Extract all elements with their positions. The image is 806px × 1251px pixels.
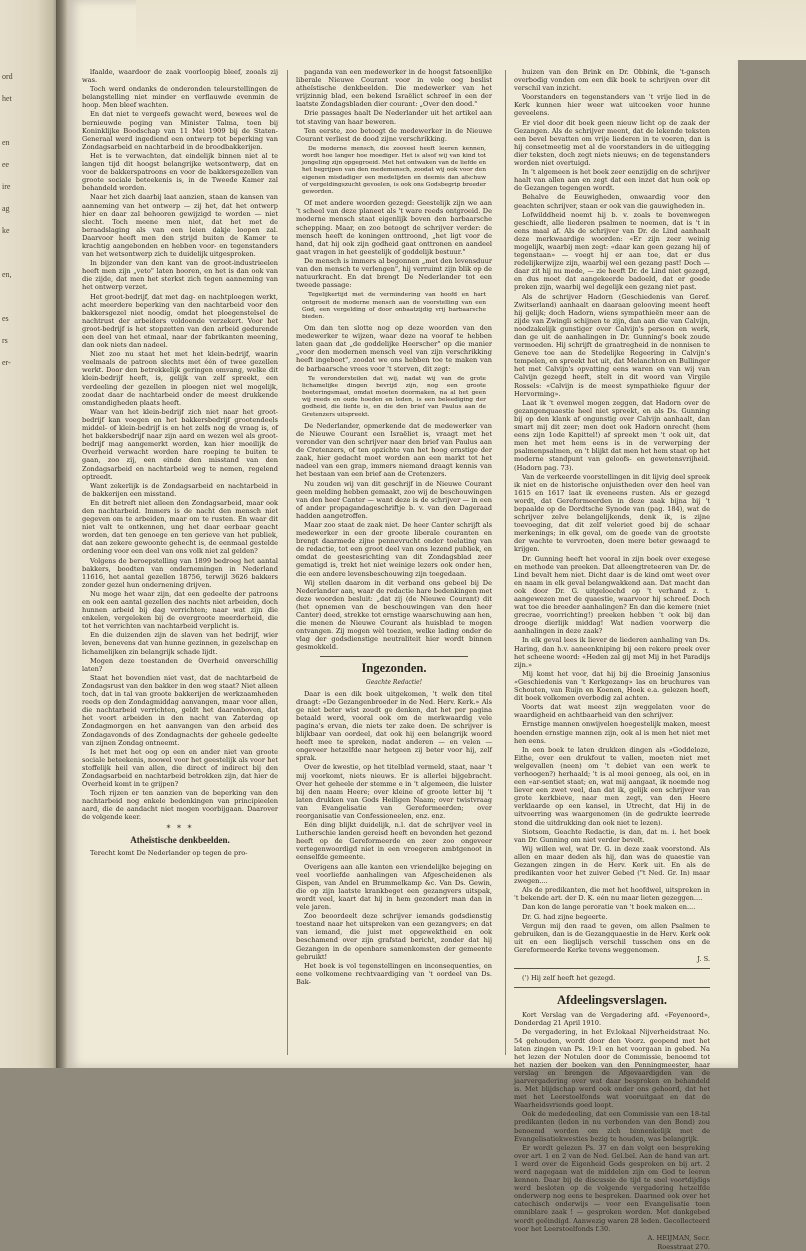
article-paragraph: Nu moge het waar zijn, dat een gedeelte der patroons en ook een aantal gezellen des nachts niet arbeiden, doch hunnen arbeid bij dag verrichten; naar wat zijn die enkelen, vergeleken bij de overgroote meerderheid, die tot het verrichten van nachtarbeid verplicht is.	[82, 589, 278, 631]
article-paragraph: Mogen deze toestanden de Overheid onverschillig laten?	[82, 656, 278, 673]
article-paragraph: Laat ik 't evenwel mogen zeggen, dat Hadorn over de gezangenquaestie heel niet spreekt, en als Ds. Gunning bij op den klank af ongunstig over Calvijn aanhaalt, dan smart mij dit zeer; men doet ook Hadorn onrecht (hem eens zijn 1ode Kapittel!) af spreekt men 't ook uit, dat men het met hem eens is in de verwerping der psalmenpsalmen, en 't blijkt dat men het hem staat op het moderne standpunt van geloofs- en gewetensvrijheid. (Hadorn pag. 73).	[514, 398, 710, 472]
article-paragraph: Maar zoo staat de zaak niet. De heer Canter schrijft als medewerker in een der groote liberale couranten en brengt daarmede zijne pennevrucht onder toelating van de redactie, tot een groot deel van ons lezend publiek, en omdat de geestesrichting van dit Zondagsblad zeer gematigd is, trekt het niet weinige lezers ook onder hen, die een andere levensbeschouwing zijn toegedaan.	[296, 521, 492, 578]
letter-signature: J. S.	[697, 955, 710, 964]
quoted-passage: De moderne mensch, die zooveel heeft leeren kennen, wordt hoe langer hoe moediger. Het is alsof wij van kind tot jongeling zijn opgegroeid. Met het ontwaken van de liefde en het begrijpen van den medemensch, zoodat wij ook voor den eigenen misdadiger een medelijden en deemis dan afschuw of vergeldingszucht gevoelen, is ook ons Godsbegrip breeder geworden.	[302, 145, 486, 196]
facing-page-fragment: het	[2, 94, 12, 103]
facing-page-fragment: rs	[2, 336, 8, 345]
article-paragraph: Het is te verwachten, dat eindelijk binnen niet al te langen tijd dit hoogst belangrijke wetsontwerp, dat en voor de bakkerspatroons en voor de bakkersgezellen van groote sociale beteekenis is, in de Tweede Kamer zal behandeld worden.	[82, 151, 278, 193]
adjacent-page-margin	[0, 0, 62, 1068]
article-paragraph: Het boek is vol tegenstellingen en inconsequenties, en eene volkomene rechtvaardiging van 't oordeel van Ds. Bak-	[296, 961, 492, 986]
article-body-zondagsarbeid	[82, 68, 278, 822]
article-paragraph: Naar het zich daarbij laat aanzien, staan de kansen van aanneming van het ontwerp — zij het, dat het ontwerp hier en daar zal behooren gewijzigd te worden — niet slecht. Toch meene men niet, dat het met de beraadslaging als van een leien dakje loopen zal. Daarvoor heeft men den strijd buiten de Kamer te krachtig aangebonden en hebben voor- en tegenstanders van het wetsontwerp zich te duidelijk uitgesproken.	[82, 193, 278, 259]
article-paragraph: Kort Verslag van de Vergadering afd. «Feyenoord», Donderdag 21 April 1910.	[514, 1011, 710, 1028]
facing-page-fragment: en	[2, 138, 10, 147]
report-address: Roesstraat 270.	[657, 1242, 710, 1251]
article-paragraph: In elk geval lees ik liever de liederen aanhaling van Ds. Haring, dan h.v. aaneenkniping bij een rekere preek over het scheene woord: «Heden zal gij met Mij in het Paradijs zijn.»	[514, 636, 710, 669]
article-paragraph: Behalve de Eeuwigheden, onwaardig voor den geachten schrijver, staan er ook van die gauwigheden in.	[514, 193, 710, 210]
facing-page-fragment: ag	[2, 204, 10, 213]
article-paragraph: Toch rijzen er ten aanzien van de beperking van den nachtarbeid nog enkele bedenkingen van principieelen aard, die de aandacht niet mogen voorbijgaan. Daarover de volgende keer.	[82, 789, 278, 822]
article-paragraph: Staat het bovendien niet vast, dat de nachtarbeid de Zondagsrust van den bakker in den weg staat? Niet alleen toch, dat in tal van groote bakkerijen de werkzaamheden reeds op den Zondagmiddag aanvangen, maar voor allen, die nachtarbeid verrichten, geldt het daarenboven, dat het voort arbeiden in den nacht van Zaterdag op Zondagmorgen en het aanvangen van den arbeid des Zondagavonds of des Zondagnachts der geheele gedeelte van zijnen Zondag ontneemt.	[82, 673, 278, 747]
article-paragraph: In 't algemeen is het boek zeer eenzijdig en de schrijver haalt van allen aan en zegt dat een inzet dat hun ook op de Gezangen tegengen wordt.	[514, 168, 710, 193]
article-paragraph: Er wordt gelezen Ps. 37 en dan volgt een bespreking over art. 1 en 2 van de Ned. Gel.bel. Aan de hand van art. 1 werd over de Eigenheid Gods gesproken en bij art. 2 werd nagegaan wat de middelen zijn om God te leeren kennen. Daar bij de discussie de tijd te snel voortdijdigs werd besloten op de volgende vergadering hetzelfde onderwerp nog eens te bespreken. Daarmed ook over het catechisch onderwijs — voor een Evangelisatie toen omniblare zaak ! — gesproken worden. Met dankgebed wordt geëindigd. Aanwezig waren 28 leden. Gecollecteerd voor het Leerstoelfonds f.30.	[514, 1143, 710, 1233]
article-paragraph: Wij stellen daarom in dit verband ons gebeel bij De Nederlander aan, waar de redactie hare bedenkingen met deze woorden besluit: „dat zij (de Nieuwe Courant) dit (het opnemen van de beschouwingen van den heer Canter) deed, strekke tot ernstige waarschuwing aan hen, die menen de Nieuwe Courant als huisblad te mogen ontvangen. Zij mogen wèl toezien, welke lading onder de vlag der godsdienstige neutraliteit hier wordt binnen gesmokkeld.	[296, 578, 492, 652]
section-rule	[514, 987, 710, 988]
article-paragraph: Van de verkeerde voorstellingen in dit lijvig deel spreek ik niet en de historische onjuistheden over den heel van 1615 en 1617 laat ik eveneens rusten. Als er gezegd wordt, dat Gereformeerden in deze zaak bijna bij 't bepaalde op de Dordtsche Synode van (pag. 184), wat de schrijver zelve belangelijkends, denk ik, is zijne toevoeging, dat dit zelf veleriet goed bij de schaar merkenings; in elk geval, om de goede van de grootste der wachte te vervroeten, doen mere beter gewaagd te krijgen.	[514, 472, 710, 554]
article-paragraph: De vergadering, in het Ev.lokaal Nijverheidstraat No. 54 gehouden, wordt door den Voorz. geopend met het laten zingen van Ps. 19:1 en het voorgaan in gebed. Na het lezen der Notulen door de Commissie, benoemd tot het nazien der boeken van den Penningmeester, haar verslag en brengen de Afgevaardigden van de jaarvergadering over wat daar besproken en behandeld is. Met blijdschap werd ook onder ons gehoord, dat het met het Leerstoelfonds wat vooruitgaat en dat de Waarheidsvriends goed loopt.	[514, 1028, 710, 1110]
facing-page-fragment: ord	[2, 72, 13, 81]
quoted-passage: Tegelijkertijd met de vermindering van hoofd en hart ontgroeit de moderne mensch aan de voorstelling van een God, een vergelding of door onbaatzijdig vrij barbaarsche bieden.	[302, 292, 486, 320]
facing-page-fragment: ee	[2, 160, 10, 169]
article-paragraph: Want zekerlijk is de Zondagsarbeid en nachtarbeid in de bakkerijen een misstand.	[82, 481, 278, 498]
section-heading-ingezonden: Ingezonden.	[361, 660, 427, 675]
article-paragraph: paganda van een medewerker in de hoogst fatsoenlijke liberale Nieuwe Courant voor in vele oog beslist atheïstische denkbeelden. Die medewerker van het vrijzinnig blad, een bekend Israëlict schreef in een der laatste Zondagsbladen dier courant: „Over den dood."	[296, 68, 492, 109]
article-column-middle	[296, 68, 492, 1048]
article-paragraph: Drie passages haalt De Nederlander uit het artikel aan tot staving van haar beweren.	[296, 109, 492, 126]
article-paragraph: Of met andere woorden gezegd: Geestelijk zijn we aan 't scheel van deze planeet als 't ware reeds ontgroeid. De moderne mensch staat eigenlijk boven den barbaarsche schepping. Maar, en zoo betoogt de schrijver verder: de mensch heeft de koningen onttroond, „het ligt voor de hand, dat hij ook zijn godheid gaat onttronen en aandeel gaat vragen in het geestelijk of goddelijk bestuur."	[296, 199, 492, 256]
facing-page-fragment: en,	[2, 270, 12, 279]
article-paragraph: Dan kon de lange peroratie van 't boek maken en....	[522, 903, 696, 912]
article-paragraph: Nu zouden wij van dit geschrijf in de Nieuwe Courant geen melding hebben gemaakt, zoo wij de beschouwingen van den heer Canter — want deze is de schrijver — in een of ander propagandageschriftje b. v. van den Dageraad hadden aangetroffen.	[296, 479, 492, 520]
article-paragraph: Zoo beoordeelt deze schrijver iemands godsdienstig toestand naar het uitspreken van een gezangvers; en dat van iemand, die juist met opgewektheid en ook beschamend over zijn grafstad bericht, zonder dat hij Gezangen in de openbare samenkomsten der gemeente gebruikt!	[296, 912, 492, 961]
article-paragraph: Eén ding blijkt duidelijk, n.l. dat de schrijver veel in Lutherschie landen gereisd heeft en bevonden het gezond heeft op de Gereformeerde en zeer zoo ongeveer vertegenwoordigd niet in een vroegeren ambtgenoot in eenselfde gemeente.	[296, 821, 492, 862]
report-signature: A. HEIJMAN, Secr.	[647, 1233, 710, 1242]
article-paragraph: Voorstanders en tegenstanders van 't vrije lied in de Kerk kunnen hier weer wat uitcoeken voor hunne geveelens.	[514, 93, 710, 118]
article-paragraph: Dr. Gunning heeft het vooral in zijn boek over exegese en methode van preeken. Dat alleengtreteeren van Dr. de Lind bevalt hem niet. Dicht daar is de kind omt weet over en naam in elk geval belangwakkend aan. Dat macht dan ook door Dr. G. uitgeloechd op 't verhand z. t. aangewezen met de quaestie, waarvoor hij schreef. Doch wat toe die breeder aanhalingen? En dan die kemere (niet grecrae, voorrichting!) preeken hebben 't ook bij dan drooge dierlijk middag! Wat nadien voorwerp die aanhalingen in deze zaak?	[514, 554, 710, 636]
section-heading-atheistische: Atheïstische denkbeelden.	[130, 834, 230, 845]
article-paragraph: Om dan ten slotte nog op deze woorden van den medewerker te wijzen, waar deze na vooraf te hebben laten gaan dat „de goddelijke Heerscher" op die manier „voor den modernen mensch veel van zijn verschrikking heeft ingeboet", zoodat we ons hebben toe te maken van de barbaarsche vrees voor 't sterven, dit zegt:	[296, 324, 492, 373]
page-top-margin	[136, 0, 806, 60]
article-paragraph: Lofwilddheid noemt hij b. v. zoals te bovenwegen geschiedt, alle liederen psalmen te noemen, dat is 't in eens maal af. Als de schrijver van Dr. de Lind aanhaalt deze merkwaardige woorden: «Er zijn zeer weinig mogelijk, waarbij men zegt: «daar kan geen gezang hij of tegenstaan» — voegt hij er aan toe, dat er dus redelijkerwijze zijn, waarbij wel een gezang past! Doch — daar zit hij nu mede, — zie heeft Dr. de Lind niet gezegd, en dus moet dat aangekeerde badoeld, dat er goede preken zijn, waarbij wel degelijk een gezang niet past.	[514, 210, 710, 292]
article-paragraph: Het groot-bedrijf, dat met dag- en nachtploegen werkt, acht meerdere beperking van den nachtarbeid voor den bakkersgezel niet noodig, omdat het ploegenstelsel de nachtrust der arbeiders voldoende verzekert. Voor het groot-bedrijf is het stopzetten van den arbeid gedurende een deel van het etmaal, naar der fabrikanten meening, dan ook niets dan nadeel.	[82, 292, 278, 350]
article-paragraph: En dit betreft niet alleen den Zondagsarbeid, maar ook den nachtarbeid. Immers is de nacht den mensch niet gegeven om te arbeiden, maar om te rusten. En waar dit niet valt te ontkennen, ung het daar eerbaar geacht worden, dat ten genoege en ten gerieve van het publiek, dat aan zekere gewoonte gehecht is, de eenmaal gestelde ordening voor een deel van ons volk niet zal gelden?	[82, 498, 278, 556]
article-paragraph: Overigens aan alle kanten een vriendelijke bejeging en veel voorliefde aanhalingen van Afgescheidenen als Gispen, van Andel en Brummelkamp &c. Van Ds. Gewin, die op zijn laatste krankbeget een gezangvers uitspak, wordt veel, kaart dat hij in hem gezondert man dan in vele jaren.	[296, 862, 492, 912]
section-heading-afdeelingsverslagen: Afdeelingsverslagen.	[556, 993, 668, 1008]
article-paragraph: Als de schrijver Hadorn (Geschiedenis van Geref. Zwitserland) aanhaalt en daaraan gelooving meent heeft hij gelijk; doch Hadorn, wiens sympathieën meer aan de zijde van Zwingli schijnen te zijn, dan aan die van Calvijn, noodzakelijk gunstiger over Calvijn's persoon en werk, dan ge uit de aanhalingen in Dr. Gunning's boek zoude vermoeden. Hij schrijft de graatregheid in de nonnisen te Geneve toe aan de Stedelijke Regeering in Calvijn's tempelen, en spreekt het uit, dat Melanchton en Bullinger het met Calvijn's opvatting eens waren en van wij van Calvijn gezegd heeft, stelt in dit woord van Virgile Rossels: «Calvijn is de meest sympathieke figuur der Hervorming».	[514, 292, 710, 398]
article-paragraph: Siotsom, Geachte Redactie, is dan, dat m. i. het boek van Dr. Gunning om niet verder bevelt.	[514, 827, 710, 844]
article-paragraph: Ten eerste, zoo betoogt de medewerker in de Nieuwe Courant verliest de dood zijne verschrikking.	[296, 126, 492, 143]
column-divider	[505, 70, 506, 1055]
book-spine	[56, 0, 68, 1068]
quoted-passage: Te verondersteilen dat wij, nadat wij van de grote lichamelijke dingen bevrijd zijn, nog een groote boeteringsmaat, omdat moeten doormaken, na al het geen wij reeds en oude hoeden en leden, is een beleediging der godheid, die liefde is, en die den brief van Paulus aan de Gretenzers uitspreekt.	[302, 375, 486, 418]
article-paragraph: Ernstige mannen onwijvelen hoegestelijk maken, meest hoenden ernstige mannen zijn, ook al is men het niet met hen eens.	[514, 720, 710, 745]
article-paragraph: Daar is een dik boek uitgekomen, 't welk den titel draagt: «De Gezangenbroeder in de Ned. Herv. Kerk.» Als ge niet beter wist zoudt ge denken, dat het per pagina betaald werd, vooral ook om de merkwaardig vele pagina's ervan, die niets ter zake doen. De schrijver is blijkbaar van oordeel, dat ook hij een belangrijk woord heeft mee te spreken, nadat anderen — en velen — ongeveer hetzelfde naar hetgeen zij beter voor hij, zelf sprak.	[296, 689, 492, 763]
article-paragraph: In bijzonder van den kant van de groot-industrieelen heeft men zijn „veto" laten hooren, en het is dan ook van die zijde, dat men het sterkst zich tegen aanneming van het ontwerp verzet.	[82, 259, 278, 292]
article-paragraph: lfaalde, waardoor de zaak voorloopig bleef, zooals zij was.	[82, 68, 278, 85]
article-paragraph: Voorts dat wat meest zijn weggelaten voor de waardigheid en achtbaarheid van den schrijver.	[514, 703, 710, 720]
footnote: (') Hij zelf heeft het gezegd.	[522, 974, 616, 983]
article-paragraph: En die duizenden zijn de slaven van het bedrijf, wier leven, benevens dat van hunne gezinnen, in gezelschap en lichamelijken zin belangrijk schade lijdt.	[82, 631, 278, 656]
facing-page-fragment: ire	[2, 182, 11, 191]
letter-body-ingezonden	[296, 690, 492, 986]
article-paragraph: Niet zoo nu staat het met het klein-bedrijf, waarin veelmaals de patroon slechts met één of twee gezellen werkt. Door den betrekkelijk geringen omvang, welke dit klein-bedrijf heeft, is, gelijk van zelf spreekt, een verdeeling der gezellen in ploegen niet wel mogelijk, zoodat daar de nachtarbeid onder de meest drukkende omstandigheden plaats heeft.	[82, 350, 278, 407]
facing-page-fragment: ke	[2, 226, 10, 235]
article-paragraph: huizen van den Brink en Dr. Obbink, die 't-gansch overbodig vonden om een dik boek te schrijven over dit verschil van inzicht.	[514, 68, 710, 93]
article-paragraph: Ook de mededeeling, dat een Commissie van een 18-tal predikanten (leden in nu verbonden van den Bond) zou benoemd worden om zich binnenkelijk met de Evangelisatiekwesties bezig te houden, was belangrijk.	[514, 1110, 710, 1143]
section-rule	[320, 656, 468, 657]
article-paragraph: Volgens de beroepstelling van 1899 bedroeg het aantal bakkers, boodten van ondernemingen in Nederland 11616, het aantal gezellen 18756, terwijl 3626 bakkers zonder gezel hun ondernening drijven.	[82, 556, 278, 589]
article-paragraph: Mij komt het voor, dat hij bij die Broeinig Jansonius «Geschiedenis van 't Kerkgezang» las en bruchures van Schouten, van Ruijn en Koenen, Hoek e.a. gelezen heeft, dit boek volkomen overbodig zal achten.	[514, 669, 710, 703]
article-body-atheistische-cont	[296, 422, 492, 652]
article-body-atheistische-cont	[296, 199, 492, 289]
article-body-atheistische-cont	[296, 324, 492, 373]
article-paragraph: De Nederlander, opmerkende dat de medewerker van de Nieuwe Courant een Israëliet is, vraagt met het veronder van den schrijver naar den brief van Paulus aan de Cretenzers, of ten opzichte van het hoog ernstige der zaak, hier gedacht moet worden aan een markt tot het nadeel van een grap, immers niemand draagt kennis van het bestaan van een brief aan de Cretenzers.	[296, 421, 492, 479]
salutation: Geachte Redactie!	[365, 678, 423, 686]
article-body-atheistische	[296, 68, 492, 143]
article-paragraph: Vergun mij den raad te geven, om allen Psalmen te gebruiken, dan is de Gezangquaestie in de Herv. Kerk ook uit en een lieglijsch verschil tusschen ons en de Gereformeerde Kerke tevens weggenomen.	[514, 921, 710, 954]
article-paragraph: Toch werd ondanks de onderonden teleurstellingen de belangstelling niet minder en verflauwde evenmin de hoop. Men bleef wachten.	[82, 85, 278, 110]
article-column-right	[514, 68, 710, 1251]
article-paragraph: Als de predikanten, die met het hoofdwel, uitspreken in 't bekende art. der D. K. eén nu maar lieten gezeggen....	[514, 886, 710, 903]
article-paragraph: Er viel door dit boek geen nieuw licht op de zaak der Gezangen. Als de schrijver meent, dat de lekende teksten een bevel bevatten om vrije liederen in te voeren, dan is hij consetmeetig met al de voorstanders in de uitlegging dier teksten, doch zegt niets nieuws; en de tegenstanders worden niet overtuigd.	[514, 118, 710, 168]
section-separator-stars: * * *	[166, 823, 194, 833]
article-paragraph: Wij willen wel, wat Dr. G. in deze zaak voorstond. Als allen en maar deden als hij, dan was de quaestie van Gezangen zingen in de Herv. Kerk uit. En als de predikanten voor het zuiver Gebed ("t Ned. Gr. In) maar zwegen....	[514, 844, 710, 886]
article-paragraph: In een boek te laten drukken dingen als «Goddeloze, Eithe, over een drukfout te vallen, moeten niet met welgevallen (neen) om 't debiet van een werk te verhoogen?) herhaald; 't is al mooi genoeg, als ooi, en in een «ar-sentiet staat; en, wat mij aangaat, ik noemde nog liever een zwet veel, dan dat ik, gelijk een schrijver van grote kerkbieve, naar men zegt, van den Heere verklaarde op een kansel, in Utrecht, dat Hij in de uitvoerring was waargenomen (in de gedrukte leerrede stond die uitdrukking dan ook niet te lezen).	[514, 745, 710, 827]
footnote-rule	[514, 968, 710, 969]
article-paragraph: Waar van het klein-bedrijf zich niet naar het groot-bedrijf kan voegen en het bakkersbedrijf grootendeels middel- of klein-bedrijf is en het zelfs nog de vraag is, of het bakkersbedrijf naar zijn aard en wezen wel als groot-bedrijf mag aangemerkt worden, kan hier moeilijk de Overheid verwacht worden hare roeping te buiten te gaan, zoo zij, een einde den misstand van den Zondagsarbeid en nachtarbeid weg te nemen, regelend optreedt.	[82, 407, 278, 481]
article-paragraph: De mensch is immers al begonnen „met den levensduur van den mensch te verlengen", hij verruimt zijn blik op de natuurkracht. En dat brengt De Nederlander tot een tweede passage:	[296, 256, 492, 290]
letter-body-ingezonden-cont	[514, 68, 710, 954]
facing-page-fragment: es	[2, 314, 9, 323]
newspaper-page	[68, 0, 738, 1251]
article-column-left	[82, 68, 278, 1058]
article-paragraph: En dat niet te vergeefs gewacht werd, bewees wel de bernieuwde poging van Minister Talma, toen bij Koninklijke Boodschap van 11 Mei 1909 bij de Staten-Generaal werd ingediend een ontwerp tot beperking van Zondagsarbeid en nachtarbeid in de broodbakkerijen.	[82, 110, 278, 151]
article-paragraph: Is het met het oog op een en ander niet van groote sociale beteekenis, noowel voor het geestelijk als voor het stoffelijk heil van allen, die direct of indirect bij den Zondagsarbeid en nachtarbeid betrokken zijn, dat hier de Overheid komt in te grijpen?	[82, 747, 278, 789]
article-paragraph: Dr. G. had zijne begeerte.	[522, 912, 608, 921]
report-body-feyenoord	[514, 1011, 710, 1233]
column-divider	[287, 70, 288, 1055]
facing-page-fragment: er-	[2, 358, 11, 367]
article-paragraph: Terecht komt De Nederlander op tegen de pro-	[90, 848, 248, 857]
article-paragraph: Over de kwestie, op het titelblad vermeld, staat, naar 't mij voorkomt, niets nieuws. Er is allerlei bijgebracht. Over het geheele der stemme e in 't algemeen, die luister bij den naam Heere; over kleine of groote letter bij 't laten drukken van Gods Heiligen Naam; over twistvraag van Evangelisatie van Gereformeerden; over reorganisatie van Confessioneelen, enz. enz.	[296, 763, 492, 821]
